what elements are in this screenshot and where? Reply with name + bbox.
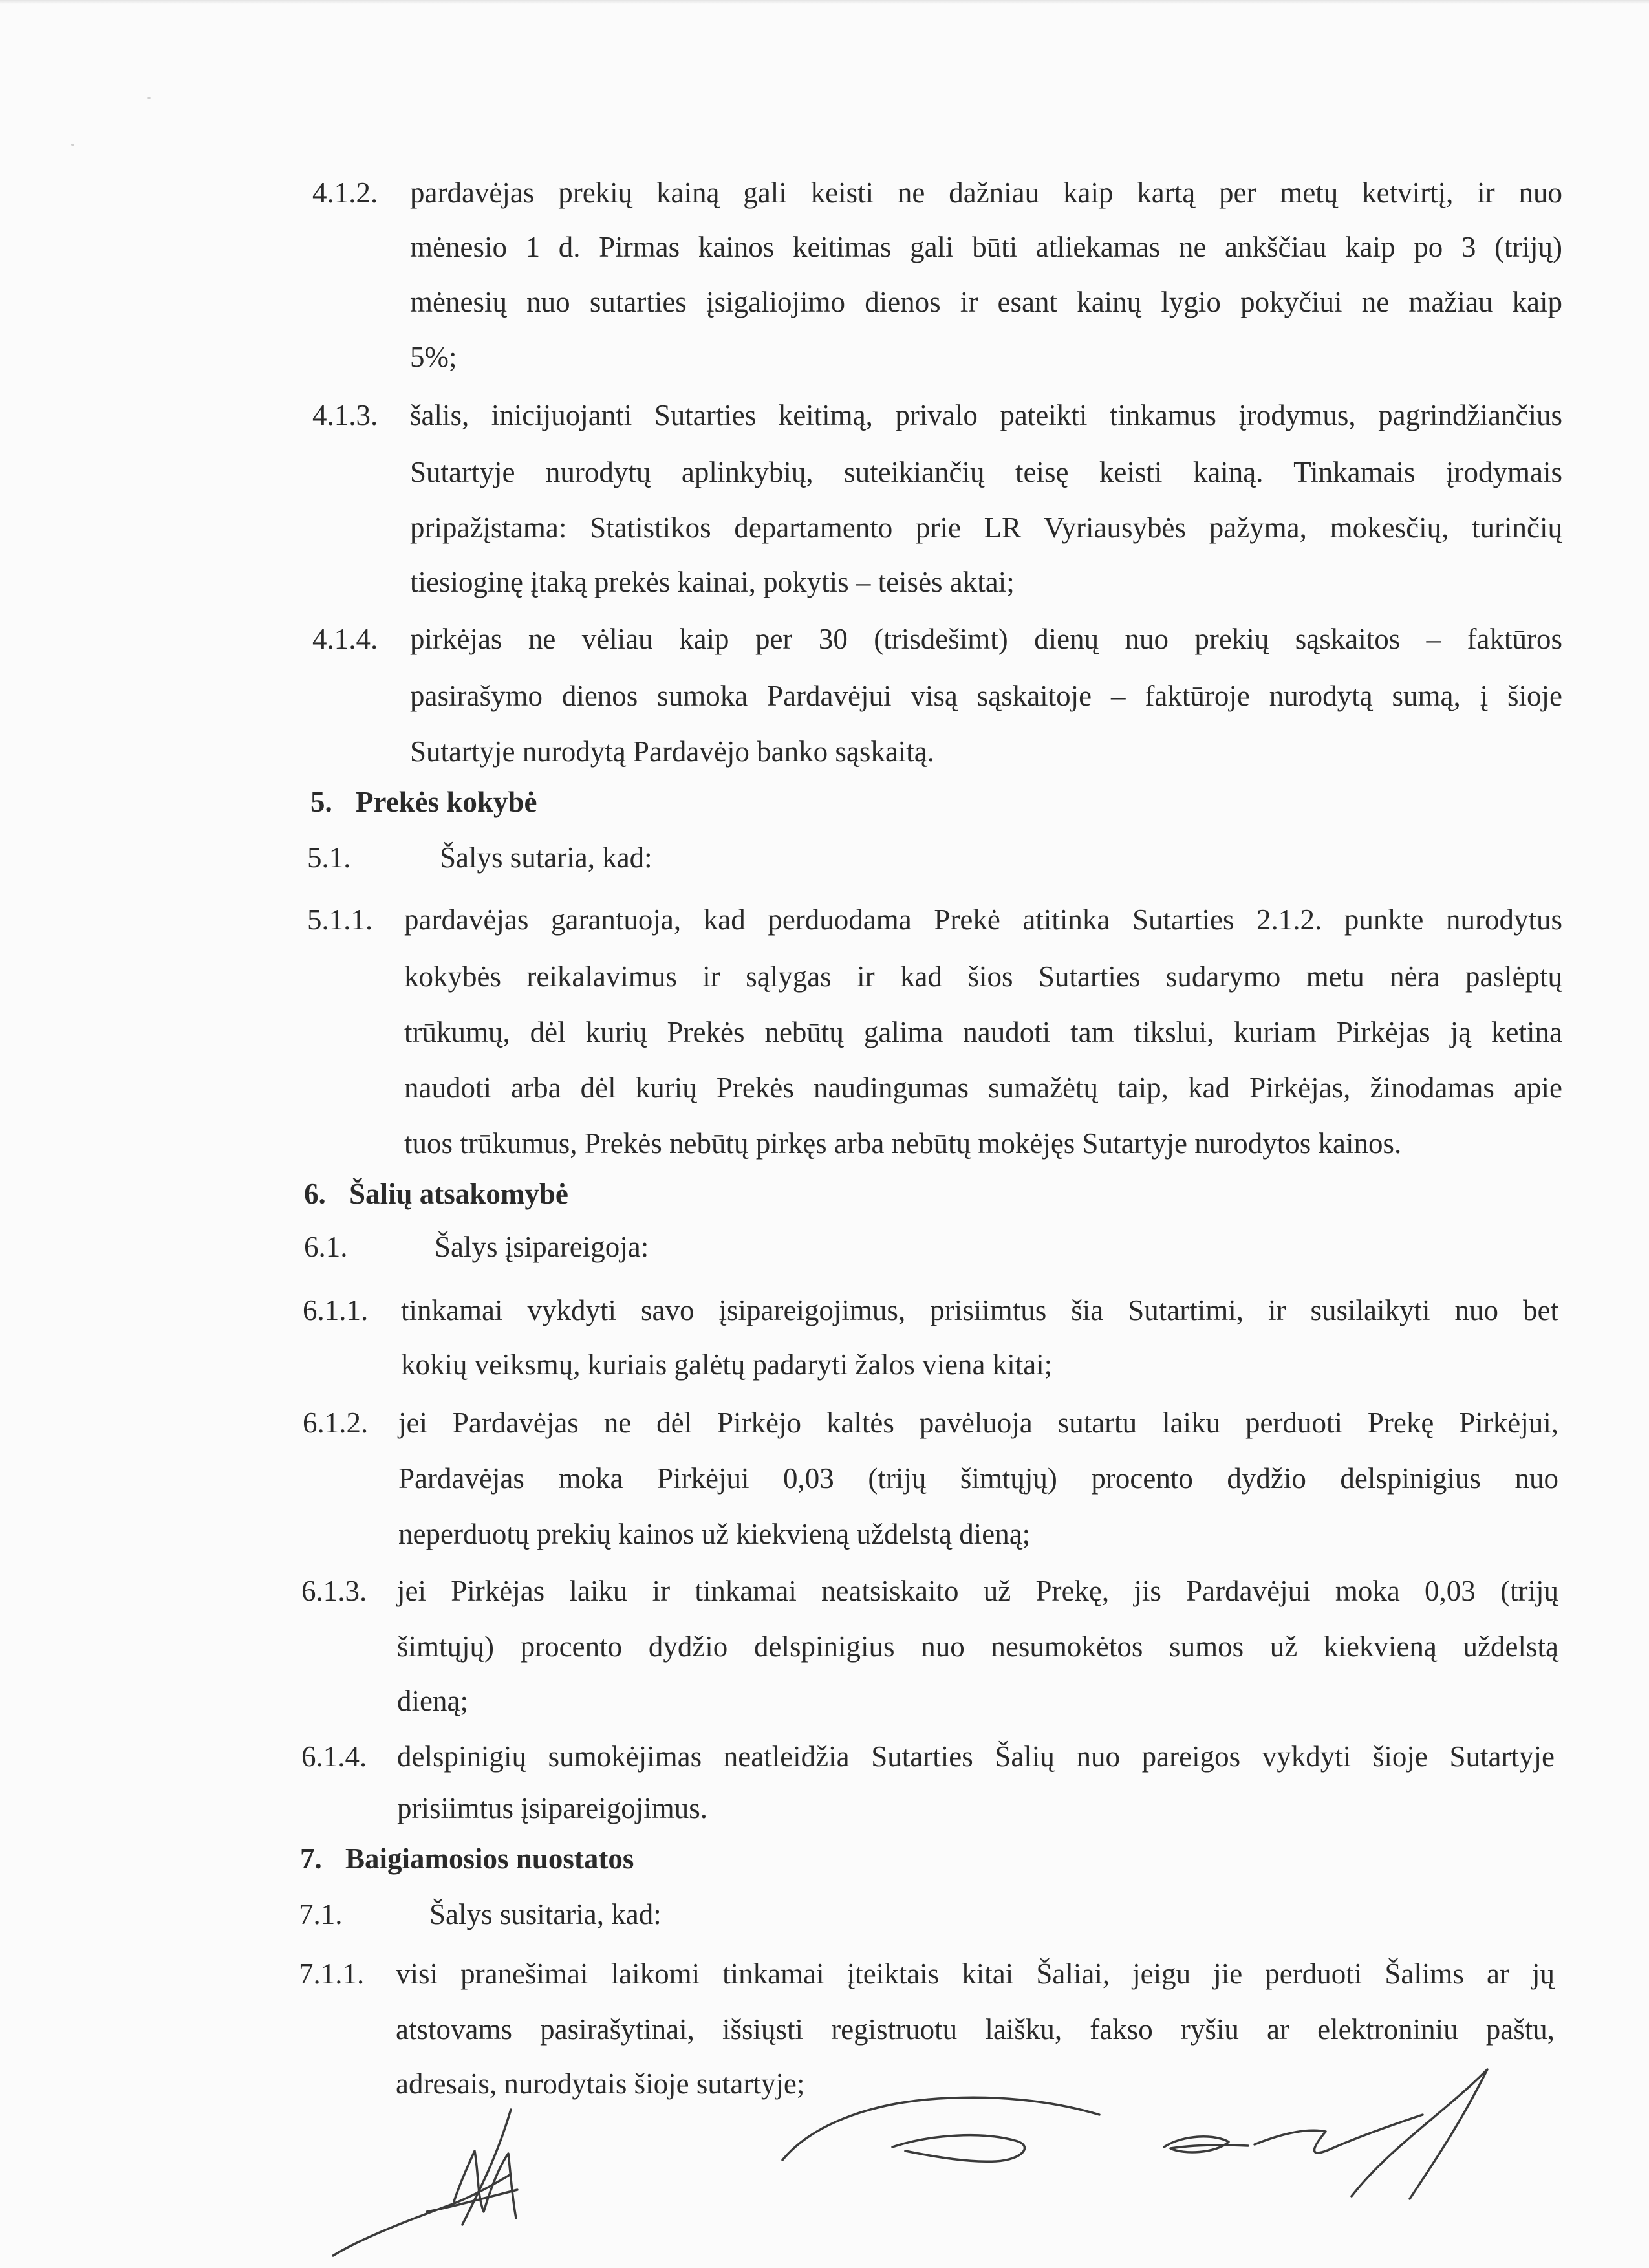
clause-line: pirkėjas ne vėliau kaip per 30 (trisdešimt) dienų nuo prekių sąskaitos – faktūros: [410, 623, 1562, 655]
section-number: 7.: [300, 1842, 322, 1875]
clause-line: mėnesio 1 d. Pirmas kainos keitimas gali būti atliekamas ne ankščiau kaip po 3 (trijų): [410, 231, 1562, 263]
clause-line: tinkamai vykdyti savo įsipareigojimus, prisiimtus šia Sutartimi, ir susilaikyti nuo bet: [401, 1294, 1558, 1326]
clause-number: 4.1.3.: [312, 399, 378, 431]
section-heading: Šalių atsakomybė: [349, 1178, 568, 1210]
clause-line: jei Pirkėjas laiku ir tinkamai neatsiskaito už Prekę, jis Pardavėjui moka 0,03 (trijų: [397, 1575, 1558, 1607]
clause-number: 6.1.1.: [303, 1294, 369, 1326]
clause-number: 4.1.2.: [312, 177, 378, 209]
clause-line: naudoti arba dėl kurių Prekės naudingumas sumažėtų taip, kad Pirkėjas, žinodamas apie: [404, 1072, 1562, 1104]
clause-line: trūkumų, dėl kurių Prekės nebūtų galima naudoti tam tikslui, kuriam Pirkėjas ją ketina: [404, 1016, 1562, 1048]
clause-number: 7.1.: [299, 1898, 343, 1930]
clause-line: kokybės reikalavimus ir sąlygas ir kad šios Sutarties sudarymo metu nėra paslėptų: [404, 960, 1562, 993]
clause-line: Šalys susitaria, kad:: [429, 1898, 662, 1930]
clause-line: jei Pardavėjas ne dėl Pirkėjo kaltės pavėluoja sutartu laiku perduoti Prekę Pirkėjui,: [398, 1407, 1558, 1439]
clause-line: adresais, nurodytais šioje sutartyje;: [396, 2068, 805, 2100]
clause-line: pardavėjas garantuoja, kad perduodama Prekė atitinka Sutarties 2.1.2. punkte nurodytus: [404, 903, 1562, 936]
clause-number: 5.1.1.: [307, 903, 373, 936]
clause-number: 5.1.: [307, 841, 351, 874]
section-heading: Baigiamosios nuostatos: [345, 1842, 634, 1875]
clause-line: Sutartyje nurodytą Pardavėjo banko sąskaitą.: [410, 735, 935, 768]
clause-line: Šalys sutaria, kad:: [440, 841, 652, 874]
clause-number: 4.1.4.: [312, 623, 378, 655]
clause-line: neperduotų prekių kainos už kiekvieną uždelstą dieną;: [398, 1518, 1031, 1550]
clause-line: kokių veiksmų, kuriais galėtų padaryti žalos viena kitai;: [401, 1348, 1053, 1381]
clause-line: mėnesių nuo sutarties įsigaliojimo dienos ir esant kainų lygio pokyčiui ne mažiau kaip: [410, 286, 1562, 318]
section-number: 6.: [304, 1178, 326, 1210]
clause-line: Sutartyje nurodytų aplinkybių, suteikiančių teisę keisti kainą. Tinkamais įrodymais: [410, 456, 1562, 488]
clause-line: tiesioginę įtaką prekės kainai, pokytis – teisės aktai;: [410, 566, 1015, 598]
clause-number: 6.1.2.: [303, 1407, 369, 1439]
clause-line: šimtųjų) procento dydžio delspinigius nuo nesumokėtos sumos už kiekvieną uždelstą: [397, 1630, 1558, 1663]
clause-line: pasirašymo dienos sumoka Pardavėjui visą sąskaitoje – faktūroje nurodytą sumą, į šioje: [410, 680, 1562, 712]
clause-line: visi pranešimai laikomi tinkamai įteiktais kitai Šaliai, jeigu jie perduoti Šalims ar jų: [396, 1958, 1555, 1990]
clause-line: atstovams pasirašytinai, išsiųsti registruotu laišku, fakso ryšiu ar elektroniniu paštu,: [396, 2013, 1555, 2046]
clause-line: tuos trūkumus, Prekės nebūtų pirkęs arba nebūtų mokėjęs Sutartyje nurodytos kainos.: [404, 1127, 1402, 1160]
clause-line: šalis, inicijuojanti Sutarties keitimą, privalo pateikti tinkamus įrodymus, pagrindžiančius: [410, 399, 1562, 431]
clause-line: pardavėjas prekių kainą gali keisti ne dažniau kaip kartą per metų ketvirtį, ir nuo: [410, 177, 1562, 209]
clause-line: dieną;: [397, 1685, 468, 1717]
clause-number: 7.1.1.: [299, 1958, 365, 1990]
clause-number: 6.1.: [304, 1231, 348, 1263]
clause-number: 6.1.4.: [301, 1740, 367, 1773]
clause-line: prisiimtus įsipareigojimus.: [397, 1792, 707, 1824]
clause-line: Pardavėjas moka Pirkėjui 0,03 (trijų šimtųjų) procento dydžio delspinigius nuo: [398, 1462, 1558, 1495]
section-number: 5.: [310, 786, 332, 818]
clause-line: pripažįstama: Statistikos departamento prie LR Vyriausybės pažyma, mokesčių, turinčių: [410, 512, 1562, 544]
section-heading: Prekės kokybė: [356, 786, 537, 818]
clause-line: 5%;: [410, 341, 457, 373]
clause-line: delspinigių sumokėjimas neatleidžia Sutarties Šalių nuo pareigos vykdyti šioje Sutartyje: [397, 1740, 1555, 1773]
clause-line: Šalys įsipareigoja:: [435, 1231, 649, 1263]
clause-number: 6.1.3.: [301, 1575, 367, 1607]
